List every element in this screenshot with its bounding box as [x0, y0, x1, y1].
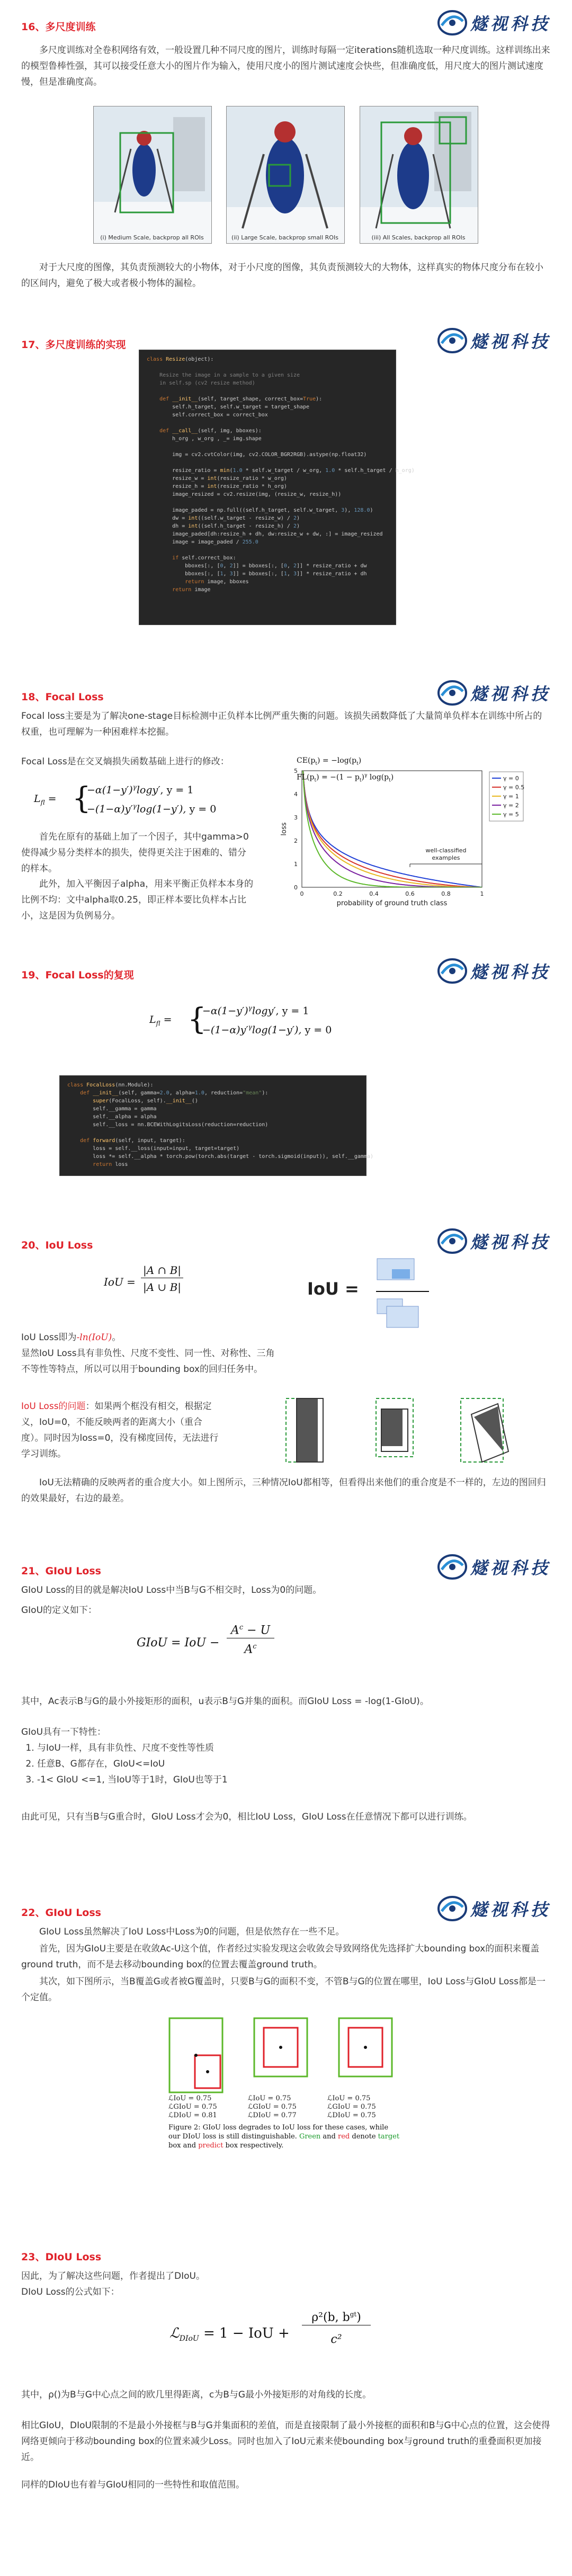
y-tick-label: 5 — [294, 768, 298, 774]
x-tick-label: 0.8 — [441, 890, 451, 897]
section-giou-loss — [0, 1544, 572, 1867]
gamma-symbol: γ — [132, 783, 137, 791]
caption-predict: predict — [198, 2142, 224, 2150]
diou-den: c² — [330, 2333, 342, 2346]
y-axis-label: loss — [280, 822, 288, 836]
section-multiscale-impl — [0, 318, 572, 646]
iou-venn-diagram — [365, 1253, 461, 1333]
case1-cond: , y = 1 — [160, 784, 194, 796]
fl-eq-a: FL(p — [297, 773, 315, 782]
logo-swirl-icon — [437, 327, 467, 354]
company-logo — [437, 10, 551, 36]
giou-properties-list — [21, 1740, 551, 1788]
iou-cases-svg — [275, 1393, 551, 1467]
giou-explain: 其中，Ac表示B与G的最小外接矩形的面积，u表示B与G并集的面积。而GIoU Loss = -log(1-GIoU)。 — [21, 1696, 429, 1707]
loss-value: ℒDIoU = 0.75 — [327, 2111, 376, 2119]
logo-text: 燧视科技 — [470, 1558, 551, 1578]
giou-num-u: − U — [243, 1624, 271, 1637]
logo-swirl-icon — [437, 1554, 467, 1580]
chart-equations: $CE(p_t) = -\log(p_t)$ $FL(p_t) = -(1 - p_t)^\gamma$ $\log(p_t)$ — [297, 756, 394, 783]
x-tick-label: 0 — [300, 890, 304, 897]
legend-entry: γ = 0.5 — [503, 784, 525, 791]
logo-text: 燧视科技 — [470, 962, 551, 982]
loss-values-col — [248, 2094, 322, 2120]
diou-lhs: ℒ — [169, 2325, 180, 2341]
y-tick-label: 4 — [294, 791, 298, 798]
alpha-explanation: 此外，加入平衡因子alpha，用来平衡正负样本本身的比例不均：文中alpha取0.25，即正样本要比负样本占比小，这是因为负例易分。 — [21, 879, 254, 921]
gamma-symbol: γ — [248, 1023, 252, 1031]
giou-formula — [137, 1624, 306, 1666]
caption-green: Green — [299, 2133, 321, 2141]
loss-value: ℒIoU = 0.75 — [327, 2094, 371, 2102]
diou-properties: 同样的DIoU也有着与GIoU相同的一些特性和取值范围。 — [21, 2480, 245, 2490]
x-axis-label: probability of ground truth class — [336, 899, 448, 907]
logo-text: 燧视科技 — [470, 14, 551, 34]
case1-log: logy′ — [136, 784, 160, 796]
outro-paragraph: 对于大尺度的图像，其负责预测较大的小物体，对于小尺度的图像，其负责预测较大的大物体，这样真实的物体尺度分布在较小的区间内，避免了极大或者极小物体的漏检。 — [21, 262, 543, 289]
loss-values-col — [168, 2094, 243, 2120]
company-logo — [437, 1554, 551, 1580]
case2-cond: y = 0 — [301, 1024, 332, 1036]
section-iou-loss — [0, 1218, 572, 1526]
loss-value: ℒGIoU = 0.75 — [168, 2103, 217, 2111]
annotation-label: well-classified — [425, 847, 467, 854]
formula-lhs-sub: fl — [40, 798, 45, 806]
sub-t: t — [314, 778, 317, 783]
sub-t: t — [315, 761, 317, 766]
caption-red: red — [338, 2133, 350, 2141]
iou-loss-def — [21, 1330, 275, 1345]
diou-intro: 因此，为了解决这些问题，作者提出了DIoU。 — [21, 2271, 205, 2281]
iou-numerator: |A ∩ B| — [141, 1264, 183, 1278]
diou-lhs-sub: DIoU — [179, 2334, 199, 2343]
ce-eq-a: CE(p — [297, 756, 316, 765]
photo-caption: (iii) All Scales, backprop all ROIs — [371, 234, 466, 241]
giou-den-c: c — [253, 1643, 257, 1651]
giou-degrade-boxes-svg — [168, 2017, 401, 2097]
giou-degrade-figure — [168, 2017, 401, 2197]
focal-loss-formula: $L_{fl}$ = { $-\alpha(1-y')^\gamma\log y'$, y = 1 $-(1-\alpha)y'^\gamma\log(1-y')$, y = 0 — [34, 781, 217, 816]
logo-text: 燧视科技 — [470, 332, 551, 352]
case2-log: log(1−y′), — [136, 803, 186, 815]
diou-formula — [169, 2310, 392, 2363]
list-item: 1. 与IoU一样，具有非负性、尺度不变性等性质 — [37, 1740, 551, 1756]
loss-value: ℒDIoU = 0.77 — [248, 2111, 297, 2119]
skier-photo-large — [226, 106, 345, 244]
x-tick-label: 0.6 — [405, 890, 415, 897]
section-focal-loss-impl — [0, 948, 572, 1202]
figure-caption — [168, 2123, 401, 2150]
iou-cases-figure — [275, 1393, 551, 1467]
plot-frame — [302, 771, 482, 887]
photo-caption: (i) Medium Scale, backprop all ROIs — [100, 234, 204, 241]
section-title: 18、Focal Loss — [21, 691, 104, 703]
modification-intro: Focal Loss是在交叉熵损失函数基础上进行的修改： — [21, 756, 229, 767]
logo-swirl-icon — [437, 958, 467, 984]
giou-num-a: A — [230, 1624, 239, 1637]
sub-t: t — [356, 761, 359, 766]
giou-def-intro: GIoU的定义如下： — [21, 1605, 97, 1616]
giou-shortcoming: GIoU Loss虽然解决了IoU Loss中Loss为0的问题，但是依然存在一些不足。 — [39, 1927, 345, 1937]
iou-loss-def-a: IoU Loss即为 — [21, 1332, 77, 1343]
focal-loss-chart — [265, 755, 561, 924]
caption-box: box and — [168, 2142, 199, 2150]
case2-prefix: −(1−α)y′ — [202, 1024, 248, 1036]
company-logo — [437, 327, 551, 354]
section-multiscale-training — [0, 0, 572, 297]
iou-loss-def-b: -ln(IoU) — [76, 1332, 112, 1343]
x-tick-label: 1 — [480, 890, 484, 897]
formula-lhs: L — [149, 1014, 156, 1026]
case2-prefix: −(1−α)y′ — [87, 803, 133, 815]
annotation-label: examples — [432, 854, 460, 861]
case1-log: logy′ — [252, 1005, 276, 1017]
code-block-resize: class Resize(object): Resize the image in a sample to a given size in self.sp (cv2 resize method) def __init__(self, target_shape, correct_box=True): self.h_target, self.w_target = target_shape self.correct_box = correct_box def __call__(self, img, bboxes): h_org , w_org , _= img.shape img = cv2.cvtColor(img, cv2.COLOR_BGR2RGB).astype(np.float32) resize_ratio = min(1.0 * self.w_target / w_org, 1.0 * self.h_target / h_org) resize_w = int(resize_ratio * w_org) resize_h = int(resize_ratio * h_org) image_resized = cv2.resize(img, (resize_w, resize_h)) image_paded = np.full((self.h_target, self.w_target, 3), 128.0) dw = int((self.w_target - resize_w) / 2) dh = int((self.h_target - resize_h) / 2) image_paded[dh:resize_h + dh, dw:resize_w + dw, :] = image_resized image = image_paded / 255.0 if self.correct_box: bboxes[:, [0, 2]] = bboxes[:, [0, 2]] * resize_ratio + dw bboxes[:, [1, 3]] = bboxes[:, [1, 3]] * resize_ratio + dh return image, bboxes return image — [139, 350, 396, 625]
iou-denominator: |A ∪ B| — [142, 1281, 182, 1294]
focal-loss-formula-repeat: $L_{fl}$ = { $-\alpha(1-y')^\gamma\log y'$, y = 1 $-(1-\alpha)y'^\gamma\log(1-y')$, y = 0 — [149, 1002, 332, 1037]
giou-first-issue: 首先，因为GIoU主要是在收敛Ac-U这个值，作者经过实验发现这会收敛会导致网络优先选择扩大bounding box的面积来覆盖ground truth，而不是去移动bounding box的位置去覆盖ground truth。 — [21, 1944, 540, 1970]
logo-text: 燧视科技 — [470, 1900, 551, 1920]
giou-purpose: GIoU Loss的目的就是解决IoU Loss中当B与G不相交时，Loss为0的问题。 — [21, 1585, 322, 1595]
section-title: 16、多尺度训练 — [21, 21, 96, 33]
loss-value: ℒIoU = 0.75 — [248, 2094, 291, 2102]
diou-eq: = 1 − IoU + — [199, 2325, 290, 2341]
company-logo — [437, 958, 551, 984]
diou-num: ρ²(b, b — [311, 2311, 350, 2324]
case2-cond: y = 0 — [186, 803, 217, 815]
iou-loss-def-c: 。 — [112, 1332, 121, 1343]
logo-text: 燧视科技 — [470, 1232, 551, 1252]
section-title: 19、Focal Loss的复现 — [21, 969, 134, 981]
loss-value: ℒGIoU = 0.75 — [327, 2103, 376, 2111]
y-tick-label: 0 — [294, 884, 298, 891]
case2-log: log(1−y′), — [252, 1024, 302, 1036]
gamma-symbol: γ — [132, 803, 137, 810]
iou-problem-text: ：如果两个框没有相交，根据定义，IoU=0，不能反映两者的距离大小（重合度）。同时因为loss=0，没有梯度回传，无法进行学习训练。 — [21, 1401, 219, 1459]
fl-eq-c: log(p — [369, 773, 389, 782]
iou-problem — [21, 1398, 222, 1462]
legend-entry: γ = 5 — [503, 811, 519, 818]
loss-values-col — [327, 2094, 401, 2120]
logo-swirl-icon — [437, 10, 467, 36]
intro-paragraph: Focal loss主要是为了解决one-stage目标检测中正负样本比例严重失衡的问题。该损失函数降低了大量简单负样本在训练中所占的权重，也可理解为一种困难样本挖掘。 — [21, 711, 542, 737]
caption-and: and — [320, 2133, 338, 2141]
legend-entry: γ = 1 — [503, 793, 519, 800]
caption-denote: denote — [350, 2133, 378, 2141]
company-logo — [437, 1228, 551, 1254]
legend-entry: γ = 2 — [503, 802, 519, 809]
fl-eq-b: ) = −(1 − p — [316, 773, 360, 782]
loss-value: ℒIoU = 0.75 — [168, 2094, 212, 2102]
gamma-explanation: 首先在原有的基础上加了一个因子，其中gamma>0使得减少易分类样本的损失，使得更关注于困难的、错分的样本。 — [21, 832, 249, 874]
iou-lhs: IoU = — [104, 1276, 136, 1288]
list-item: 2. 任意B、G都存在，GIoU<=IoU — [37, 1756, 551, 1772]
diou-num-sup: gt — [350, 2311, 357, 2318]
case1-prefix: −α(1−y′) — [87, 784, 133, 796]
photo-caption: (ii) Large Scale, backprop small ROIs — [231, 234, 338, 241]
x-tick-label: 0.2 — [333, 890, 343, 897]
section-title: 20、IoU Loss — [21, 1240, 93, 1251]
sub-t: t — [389, 778, 391, 783]
section-title: 17、多尺度训练的实现 — [21, 339, 126, 351]
section-focal-loss — [0, 670, 572, 930]
diou-formula-intro: DIoU Loss的公式如下： — [21, 2287, 120, 2297]
y-tick-label: 2 — [294, 837, 298, 844]
section-title: 21、GIoU Loss — [21, 1565, 101, 1577]
caption-target: target — [378, 2133, 400, 2141]
legend-entry: γ = 0 — [503, 775, 519, 782]
loss-value: ℒGIoU = 0.75 — [248, 2103, 297, 2111]
iou-limit: IoU无法精确的反映两者的重合度大小。如上图所示，三种情况IoU都相等，但看得出来他们的重合度是不一样的，左边的图回归的效果最好，右边的最差。 — [21, 1477, 546, 1504]
code-block-focal-loss: class FocalLoss(nn.Module): def __init__(self, gamma=2.0, alpha=1.0, reduction="mean"): super(FocalLoss, self).__init__() self.__gamma = gamma self.__alpha = alpha self.__loss = nn.BCEWithLogitsLoss(reduction=reduction) def forward(self, input, target): loss = self.__loss(input=input, target=target) loss *= self.__alpha * torch.pow(torch.abs(target - torch.sigmoid(input)), self.__gamma) return loss — [59, 1075, 367, 1176]
section-title: 22、GIoU Loss — [21, 1907, 101, 1919]
giou-conclusion: 由此可见，只有当B与G重合时，GIoU Loss才会为0，相比IoU Loss，GIoU Loss在任意情况下都可以进行训练。 — [21, 1812, 472, 1822]
sub-t: t — [359, 778, 362, 783]
caption-text: Figure 2: GIoU loss degrades to IoU loss for these cases, while our DIoU loss is still distinguishable. — [168, 2124, 389, 2141]
ce-eq-b: ) = −log(p — [317, 756, 357, 765]
x-tick-label: 0.4 — [369, 890, 379, 897]
diou-num-end: ) — [356, 2311, 361, 2324]
giou-den-a: A — [244, 1643, 253, 1656]
formula-lhs: L — [34, 793, 41, 805]
gamma-symbol: γ — [248, 1004, 252, 1012]
diou-explain: 其中，ρ()为B与G中心点之间的欧几里得距离，c为B与G最小外接矩形的对角线的长度。 — [21, 2390, 372, 2400]
list-item: 3. -1< GIoU <=1, 当IoU等于1时，GIoU也等于1 — [37, 1772, 551, 1788]
giou-properties-title: GIoU具有一下特性： — [21, 1727, 106, 1737]
iou-problem-label: IoU Loss的问题 — [21, 1401, 86, 1412]
caption-end: box respectively. — [223, 2142, 284, 2150]
section-giou-problems — [0, 1886, 572, 2214]
giou-second-issue: 其次，如下图所示，当B覆盖G或者被G覆盖时，只要B与G的面积不变，不管B与G的位置在哪里，IoU Loss与GIoU Loss都是一个定值。 — [21, 1976, 546, 2003]
y-tick-label: 1 — [294, 861, 298, 868]
giou-num-c: c — [239, 1624, 244, 1632]
skier-photo-medium — [93, 106, 212, 244]
case1-cond: , y = 1 — [275, 1005, 309, 1017]
company-logo — [437, 680, 551, 706]
logo-swirl-icon — [437, 680, 467, 706]
section-title: 23、DIoU Loss — [21, 2251, 102, 2263]
logo-swirl-icon — [437, 1228, 467, 1254]
logo-text: 燧视科技 — [470, 684, 551, 704]
iou-label: IoU = — [307, 1279, 359, 1299]
skier-photo-all-scales — [360, 106, 478, 244]
iou-properties: 显然IoU Loss具有非负性、尺度不变性、同一性、对称性、三角不等性等特点，所以可以用于bounding box的回归任务中。 — [21, 1348, 275, 1375]
loss-value: ℒDIoU = 0.81 — [168, 2111, 217, 2119]
case1-prefix: −α(1−y′) — [202, 1005, 248, 1017]
giou-formula-lhs: GIoU = IoU − — [137, 1636, 220, 1650]
formula-lhs-sub: fl — [156, 1019, 160, 1027]
diou-compare: 相比GIoU，DIoU限制的不是最小外接框与B与G并集面积的差值，而是直接限制了最小外接框的面积和B与G中心点的位置，这会使得网络更倾向于移动bounding box的位置来减少Loss。同时也加入了IoU元素来使bounding box与ground truth的重叠面积更加接近。 — [21, 2420, 550, 2463]
intro-paragraph: 多尺度训练对全卷积网络有效，一般设置几种不同尺度的图片，训练时每隔一定iterations随机选取一种尺度训练。这样训练出来的模型鲁棒性强，其可以接受任意大小的图片作为输入，使用尺度小的图片测试速度会快些，但准确度低，用尺度大的图片测试速度慢，但是准确度高。 — [21, 45, 550, 87]
gamma-symbol: γ — [364, 772, 368, 778]
section-diou-loss — [0, 2230, 572, 2574]
logo-swirl-icon — [437, 1895, 467, 1922]
y-tick-label: 3 — [294, 814, 298, 821]
iou-visual — [307, 1253, 477, 1333]
company-logo — [437, 1895, 551, 1922]
